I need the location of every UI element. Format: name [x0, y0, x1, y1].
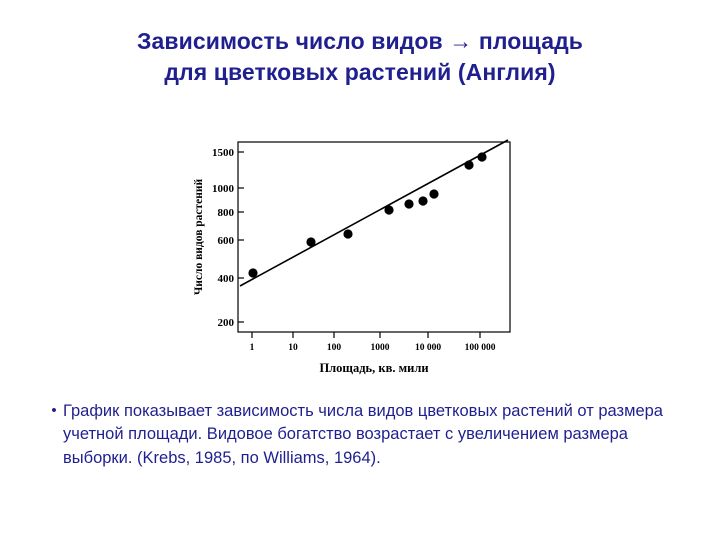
x-tick-label: 10 000 — [414, 343, 442, 353]
x-tick-label: 10 — [288, 343, 298, 353]
y-tick-label: 200 — [217, 317, 234, 329]
x-tick-label: 1000 — [370, 343, 390, 353]
y-tick-label: 400 — [217, 273, 234, 285]
title-line-2: для цветковых растений (Англия) — [164, 59, 556, 86]
chart-svg — [180, 130, 540, 380]
data-point — [404, 199, 413, 208]
list-item — [45, 400, 685, 470]
x-tick-label: 100 000 — [464, 343, 496, 353]
caption-block — [45, 400, 685, 470]
page-title — [30, 26, 690, 88]
x-tick-label: 100 — [326, 343, 342, 353]
x-axis — [250, 332, 496, 353]
data-point — [384, 205, 393, 214]
title-line-1: Зависимость число видов → площадь — [136, 28, 584, 54]
data-point — [429, 189, 438, 198]
data-point — [343, 229, 352, 238]
y-tick-label: 1000 — [212, 183, 234, 195]
bullet-icon: • — [51, 402, 57, 419]
species-area-chart — [180, 130, 540, 380]
plot-area-frame — [238, 142, 510, 332]
data-point — [248, 268, 257, 277]
data-point — [306, 237, 315, 246]
x-axis-title: Площадь, кв. мили — [319, 361, 429, 375]
y-tick-label: 1500 — [212, 147, 234, 159]
y-tick-label: 600 — [217, 235, 234, 247]
x-tick-label: 1 — [249, 343, 255, 353]
data-point — [464, 160, 473, 169]
caption-text: График показывает зависимость числа видов цветковых растений от размера учетной площади. Видовое богатство возрастает с увеличением размера выборки. (Krebs, 1985, по Williams, 1964). — [63, 402, 663, 467]
y-tick-label: 800 — [217, 207, 234, 219]
y-axis-title: Число видов растений — [193, 178, 205, 296]
data-point — [477, 152, 486, 161]
data-point — [418, 196, 427, 205]
